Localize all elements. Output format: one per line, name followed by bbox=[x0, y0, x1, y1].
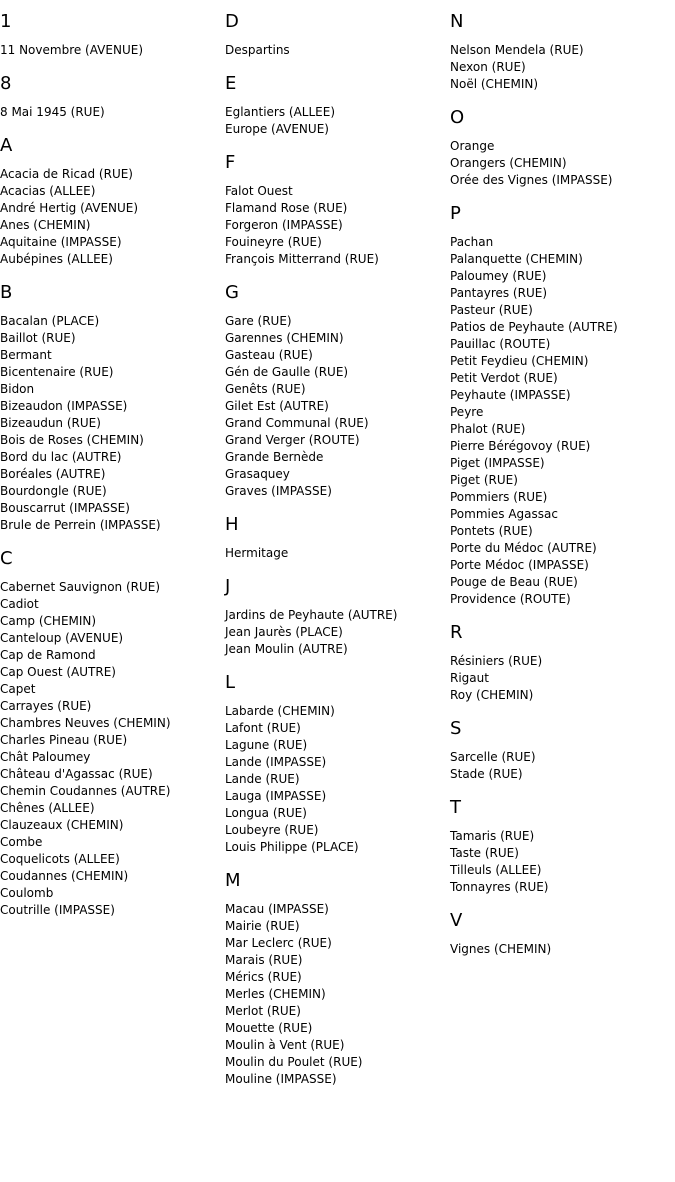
letter-section bbox=[450, 797, 675, 896]
street-list bbox=[450, 749, 675, 783]
street-name: Bourdongle (RUE) bbox=[0, 484, 107, 498]
street-name: Palanquette (CHEMIN) bbox=[450, 252, 583, 266]
street-list bbox=[450, 234, 675, 608]
street-name: Falot Ouest bbox=[225, 184, 293, 198]
street-name: Loubeyre (RUE) bbox=[225, 823, 319, 837]
street-name: Carrayes (RUE) bbox=[0, 699, 92, 713]
street-name: Anes (CHEMIN) bbox=[0, 218, 91, 232]
street-list bbox=[0, 42, 225, 59]
street-name: Jean Jaurès (PLACE) bbox=[225, 625, 343, 639]
street-name: Garennes (CHEMIN) bbox=[225, 331, 344, 345]
street-name: Gén de Gaulle (RUE) bbox=[225, 365, 349, 379]
street-name: Macau (IMPASSE) bbox=[225, 902, 329, 916]
street-name: Acacias (ALLEE) bbox=[0, 184, 96, 198]
letter-section bbox=[450, 11, 675, 93]
letter-heading: A bbox=[0, 135, 13, 156]
street-name: Orée des Vignes (IMPASSE) bbox=[450, 173, 613, 187]
street-name: Clauzeaux (CHEMIN) bbox=[0, 818, 124, 832]
street-name: Petit Feydieu (CHEMIN) bbox=[450, 354, 589, 368]
street-name: Gasteau (RUE) bbox=[225, 348, 313, 362]
street-name: Charles Pineau (RUE) bbox=[0, 733, 128, 747]
street-list bbox=[450, 138, 675, 189]
street-name: Grasaquey bbox=[225, 467, 290, 481]
street-name: Labarde (CHEMIN) bbox=[225, 704, 335, 718]
street-name: Canteloup (AVENUE) bbox=[0, 631, 124, 645]
street-name: Moulin du Poulet (RUE) bbox=[225, 1055, 363, 1069]
street-name: Aquitaine (IMPASSE) bbox=[0, 235, 122, 249]
street-list bbox=[225, 313, 450, 500]
street-name: Camp (CHEMIN) bbox=[0, 614, 97, 628]
letter-section bbox=[0, 11, 225, 59]
street-name: Boréales (AUTRE) bbox=[0, 467, 106, 481]
street-name: Pommiers (RUE) bbox=[450, 490, 548, 504]
street-name: Merles (CHEMIN) bbox=[225, 987, 326, 1001]
street-name: Moulin à Vent (RUE) bbox=[225, 1038, 345, 1052]
street-name: Capet bbox=[0, 682, 36, 696]
street-name: Pasteur (RUE) bbox=[450, 303, 533, 317]
street-name: Cabernet Sauvignon (RUE) bbox=[0, 580, 161, 594]
street-name: Coutrille (IMPASSE) bbox=[0, 903, 115, 917]
street-name: Coquelicots (ALLEE) bbox=[0, 852, 120, 866]
letter-heading: B bbox=[0, 282, 13, 303]
street-name: Vignes (CHEMIN) bbox=[450, 942, 552, 956]
street-list bbox=[0, 166, 225, 268]
street-name: Marais (RUE) bbox=[225, 953, 303, 967]
street-list bbox=[225, 183, 450, 268]
street-name: Lauga (IMPASSE) bbox=[225, 789, 327, 803]
street-name: Combe bbox=[0, 835, 43, 849]
street-name: Phalot (RUE) bbox=[450, 422, 526, 436]
street-name: Lande (IMPASSE) bbox=[225, 755, 327, 769]
street-list bbox=[225, 901, 450, 1088]
street-name: Orangers (CHEMIN) bbox=[450, 156, 567, 170]
letter-section bbox=[0, 548, 225, 919]
street-list bbox=[450, 828, 675, 896]
street-name: Longua (RUE) bbox=[225, 806, 307, 820]
letter-heading: C bbox=[0, 548, 13, 569]
street-name: Despartins bbox=[225, 43, 290, 57]
letter-section bbox=[450, 107, 675, 189]
letter-heading: N bbox=[450, 11, 464, 32]
street-name: 11 Novembre (AVENUE) bbox=[0, 43, 143, 57]
letter-heading: J bbox=[225, 576, 231, 597]
street-name: Pontets (RUE) bbox=[450, 524, 533, 538]
street-name: Gare (RUE) bbox=[225, 314, 292, 328]
street-name: Lande (RUE) bbox=[225, 772, 300, 786]
street-name: Peyhaute (IMPASSE) bbox=[450, 388, 571, 402]
street-name: Grand Verger (ROUTE) bbox=[225, 433, 360, 447]
street-name: Noël (CHEMIN) bbox=[450, 77, 539, 91]
street-name: Cadiot bbox=[0, 597, 39, 611]
street-name: Gilet Est (AUTRE) bbox=[225, 399, 329, 413]
street-name: Petit Verdot (RUE) bbox=[450, 371, 558, 385]
street-list bbox=[450, 42, 675, 93]
street-name: Pouge de Beau (RUE) bbox=[450, 575, 578, 589]
street-name: Chênes (ALLEE) bbox=[0, 801, 95, 815]
street-name: Merlot (RUE) bbox=[225, 1004, 301, 1018]
letter-section bbox=[225, 11, 450, 59]
letter-heading: V bbox=[450, 910, 463, 931]
index-column-1 bbox=[0, 0, 225, 933]
street-name: Eglantiers (ALLEE) bbox=[225, 105, 336, 119]
street-name: Pantayres (RUE) bbox=[450, 286, 548, 300]
street-name: Piget (RUE) bbox=[450, 473, 518, 487]
street-list bbox=[225, 607, 450, 658]
letter-heading: T bbox=[450, 797, 461, 818]
street-name: Bizeaudun (RUE) bbox=[0, 416, 101, 430]
letter-section bbox=[0, 135, 225, 268]
street-name: Coulomb bbox=[0, 886, 54, 900]
street-name: Bouscarrut (IMPASSE) bbox=[0, 501, 130, 515]
street-name: Château d'Agassac (RUE) bbox=[0, 767, 153, 781]
street-name: Chât Paloumey bbox=[0, 750, 91, 764]
street-name: Bizeaudon (IMPASSE) bbox=[0, 399, 128, 413]
letter-section bbox=[225, 282, 450, 500]
street-name: Bermant bbox=[0, 348, 52, 362]
street-name: Mar Leclerc (RUE) bbox=[225, 936, 332, 950]
street-name: Mouette (RUE) bbox=[225, 1021, 313, 1035]
letter-heading: S bbox=[450, 718, 462, 739]
street-list bbox=[450, 941, 675, 958]
street-name: Nelson Mendela (RUE) bbox=[450, 43, 584, 57]
street-list bbox=[0, 313, 225, 534]
letter-heading: R bbox=[450, 622, 463, 643]
street-name: Taste (RUE) bbox=[450, 846, 519, 860]
street-name: Lagune (RUE) bbox=[225, 738, 308, 752]
street-name: Bord du lac (AUTRE) bbox=[0, 450, 122, 464]
street-name: Paloumey (RUE) bbox=[450, 269, 547, 283]
street-name: Chambres Neuves (CHEMIN) bbox=[0, 716, 171, 730]
street-list bbox=[225, 545, 450, 562]
street-name: Piget (IMPASSE) bbox=[450, 456, 545, 470]
street-name: Mouline (IMPASSE) bbox=[225, 1072, 337, 1086]
street-name: Résiniers (RUE) bbox=[450, 654, 543, 668]
street-name: Bacalan (PLACE) bbox=[0, 314, 100, 328]
street-name: Chemin Coudannes (AUTRE) bbox=[0, 784, 171, 798]
letter-section bbox=[225, 152, 450, 268]
letter-heading: L bbox=[225, 672, 236, 693]
street-name: Porte du Médoc (AUTRE) bbox=[450, 541, 597, 555]
street-name: Flamand Rose (RUE) bbox=[225, 201, 348, 215]
street-list bbox=[450, 653, 675, 704]
street-name: Forgeron (IMPASSE) bbox=[225, 218, 343, 232]
street-name: Baillot (RUE) bbox=[0, 331, 76, 345]
index-column-3 bbox=[450, 0, 675, 972]
street-name: Grande Bernède bbox=[225, 450, 324, 464]
street-name: Tilleuls (ALLEE) bbox=[450, 863, 542, 877]
street-name: Grand Communal (RUE) bbox=[225, 416, 369, 430]
street-list bbox=[0, 104, 225, 121]
street-name: Patios de Peyhaute (AUTRE) bbox=[450, 320, 618, 334]
letter-section bbox=[0, 73, 225, 121]
street-name: Providence (ROUTE) bbox=[450, 592, 571, 606]
street-name: Stade (RUE) bbox=[450, 767, 523, 781]
street-name: Jardins de Peyhaute (AUTRE) bbox=[225, 608, 398, 622]
street-name: 8 Mai 1945 (RUE) bbox=[0, 105, 105, 119]
street-name: Nexon (RUE) bbox=[450, 60, 526, 74]
index-column-2 bbox=[225, 0, 450, 1102]
letter-heading: O bbox=[450, 107, 465, 128]
street-name: Bois de Roses (CHEMIN) bbox=[0, 433, 144, 447]
street-name: Rigaut bbox=[450, 671, 489, 685]
letter-section bbox=[0, 282, 225, 534]
letter-section bbox=[450, 910, 675, 958]
letter-section bbox=[450, 718, 675, 783]
street-name: Bicentenaire (RUE) bbox=[0, 365, 114, 379]
street-name: Lafont (RUE) bbox=[225, 721, 301, 735]
street-list bbox=[0, 579, 225, 919]
street-name: Genêts (RUE) bbox=[225, 382, 306, 396]
street-name: Cap Ouest (AUTRE) bbox=[0, 665, 116, 679]
street-name: Bidon bbox=[0, 382, 35, 396]
letter-section bbox=[225, 576, 450, 658]
street-name: Acacia de Ricad (RUE) bbox=[0, 167, 133, 181]
street-name: Roy (CHEMIN) bbox=[450, 688, 534, 702]
street-name: Pierre Bérégovoy (RUE) bbox=[450, 439, 591, 453]
street-name: Aubépines (ALLEE) bbox=[0, 252, 113, 266]
letter-heading: 8 bbox=[0, 73, 12, 94]
letter-heading: H bbox=[225, 514, 239, 535]
street-list bbox=[225, 104, 450, 138]
letter-heading: G bbox=[225, 282, 239, 303]
street-name: Graves (IMPASSE) bbox=[225, 484, 332, 498]
street-name: Tonnayres (RUE) bbox=[450, 880, 549, 894]
street-name: Coudannes (CHEMIN) bbox=[0, 869, 129, 883]
letter-section bbox=[450, 203, 675, 608]
street-name: Louis Philippe (PLACE) bbox=[225, 840, 359, 854]
street-name: Pommies Agassac bbox=[450, 507, 558, 521]
letter-heading: M bbox=[225, 870, 241, 891]
street-name: Sarcelle (RUE) bbox=[450, 750, 536, 764]
street-name: Tamaris (RUE) bbox=[450, 829, 535, 843]
street-name: Pauillac (ROUTE) bbox=[450, 337, 551, 351]
street-name: Pachan bbox=[450, 235, 494, 249]
letter-section bbox=[225, 672, 450, 856]
street-name: Mairie (RUE) bbox=[225, 919, 300, 933]
street-name: Orange bbox=[450, 139, 495, 153]
street-name: François Mitterrand (RUE) bbox=[225, 252, 379, 266]
street-list bbox=[225, 703, 450, 856]
letter-heading: F bbox=[225, 152, 236, 173]
letter-heading: 1 bbox=[0, 11, 12, 32]
letter-heading: P bbox=[450, 203, 461, 224]
street-name: Mérics (RUE) bbox=[225, 970, 302, 984]
letter-section bbox=[450, 622, 675, 704]
street-name: Hermitage bbox=[225, 546, 289, 560]
street-name: Peyre bbox=[450, 405, 484, 419]
street-list bbox=[225, 42, 450, 59]
letter-heading: E bbox=[225, 73, 237, 94]
letter-section bbox=[225, 73, 450, 138]
street-name: André Hertig (AVENUE) bbox=[0, 201, 139, 215]
street-name: Cap de Ramond bbox=[0, 648, 96, 662]
street-name: Jean Moulin (AUTRE) bbox=[225, 642, 348, 656]
street-name: Fouineyre (RUE) bbox=[225, 235, 322, 249]
letter-section bbox=[225, 514, 450, 562]
street-name: Europe (AVENUE) bbox=[225, 122, 329, 136]
street-name: Porte Médoc (IMPASSE) bbox=[450, 558, 589, 572]
street-name: Brule de Perrein (IMPASSE) bbox=[0, 518, 161, 532]
letter-section bbox=[225, 870, 450, 1088]
letter-heading: D bbox=[225, 11, 239, 32]
